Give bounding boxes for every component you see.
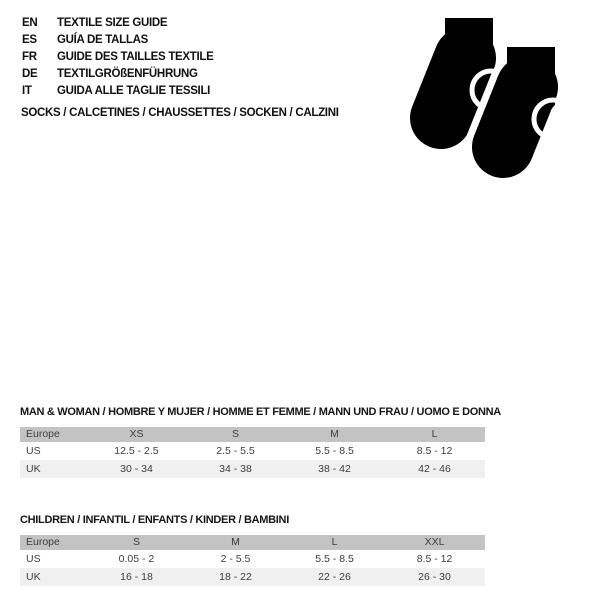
column-header: S xyxy=(132,536,140,548)
row-label: US xyxy=(26,553,41,565)
size-cell: 5.5 - 8.5 xyxy=(315,445,354,457)
table-title-children: CHILDREN / INFANTIL / ENFANTS / KINDER / BAMBINI xyxy=(20,514,289,526)
language-code: DE xyxy=(22,68,38,80)
language-row xyxy=(22,32,214,49)
column-header: Europe xyxy=(26,536,60,548)
language-code: IT xyxy=(22,85,32,97)
table-row-us xyxy=(20,550,485,568)
size-cell: 30 - 34 xyxy=(120,463,153,475)
size-cell: 2.5 - 5.5 xyxy=(216,445,255,457)
table-row-uk xyxy=(20,568,485,586)
row-label: UK xyxy=(26,571,41,583)
size-table-children xyxy=(20,514,485,586)
language-code: ES xyxy=(22,34,37,46)
column-header: XXL xyxy=(424,536,445,548)
size-cell: 18 - 22 xyxy=(219,571,252,583)
size-cell: 16 - 18 xyxy=(120,571,153,583)
table-header-row xyxy=(20,535,485,550)
language-label: GUÍA DE TALLAS xyxy=(57,34,148,46)
size-cell: 34 - 38 xyxy=(219,463,252,475)
sock-front xyxy=(503,47,572,147)
table-header-row xyxy=(20,427,485,442)
size-cell: 8.5 - 12 xyxy=(416,445,453,457)
size-cell: 26 - 30 xyxy=(418,571,451,583)
size-cell: 22 - 26 xyxy=(318,571,351,583)
column-header: M xyxy=(330,428,339,440)
size-cell: 42 - 46 xyxy=(418,463,451,475)
table-row-us xyxy=(20,442,485,460)
language-code: EN xyxy=(22,17,38,29)
language-label: GUIDE DES TAILLES TEXTILE xyxy=(57,51,214,63)
size-cell: 8.5 - 12 xyxy=(416,553,453,565)
size-cell: 38 - 42 xyxy=(318,463,351,475)
row-label: UK xyxy=(26,463,41,475)
category-title: SOCKS / CALCETINES / CHAUSSETTES / SOCKEN / CALZINI xyxy=(21,107,339,119)
size-cell: 12.5 - 2.5 xyxy=(114,445,159,457)
language-row xyxy=(22,66,214,83)
column-header: Europe xyxy=(26,428,60,440)
size-cell: 0.05 - 2 xyxy=(118,553,155,565)
language-row xyxy=(22,83,214,100)
column-header: M xyxy=(231,536,240,548)
language-code: FR xyxy=(22,51,37,63)
table-row-uk xyxy=(20,460,485,478)
size-table-adult xyxy=(20,406,501,478)
size-cell: 2 - 5.5 xyxy=(220,553,251,565)
language-label: GUIDA ALLE TAGLIE TESSILI xyxy=(57,85,211,97)
column-header: L xyxy=(331,536,338,548)
column-header: S xyxy=(231,428,239,440)
table-title-adult: MAN & WOMAN / HOMBRE Y MUJER / HOMME ET FEMME / MANN UND FRAU / UOMO E DONNA xyxy=(20,406,501,418)
language-label: TEXTILGRÖßENFÜHRUNG xyxy=(57,68,198,80)
row-label: US xyxy=(26,445,41,457)
column-header: L xyxy=(431,428,438,440)
socks-icon xyxy=(403,12,578,182)
language-row xyxy=(22,49,214,66)
language-row xyxy=(22,15,214,32)
language-label: TEXTILE SIZE GUIDE xyxy=(57,17,168,29)
column-header: XS xyxy=(129,428,144,440)
language-title-block xyxy=(22,15,214,100)
size-cell: 5.5 - 8.5 xyxy=(315,553,354,565)
